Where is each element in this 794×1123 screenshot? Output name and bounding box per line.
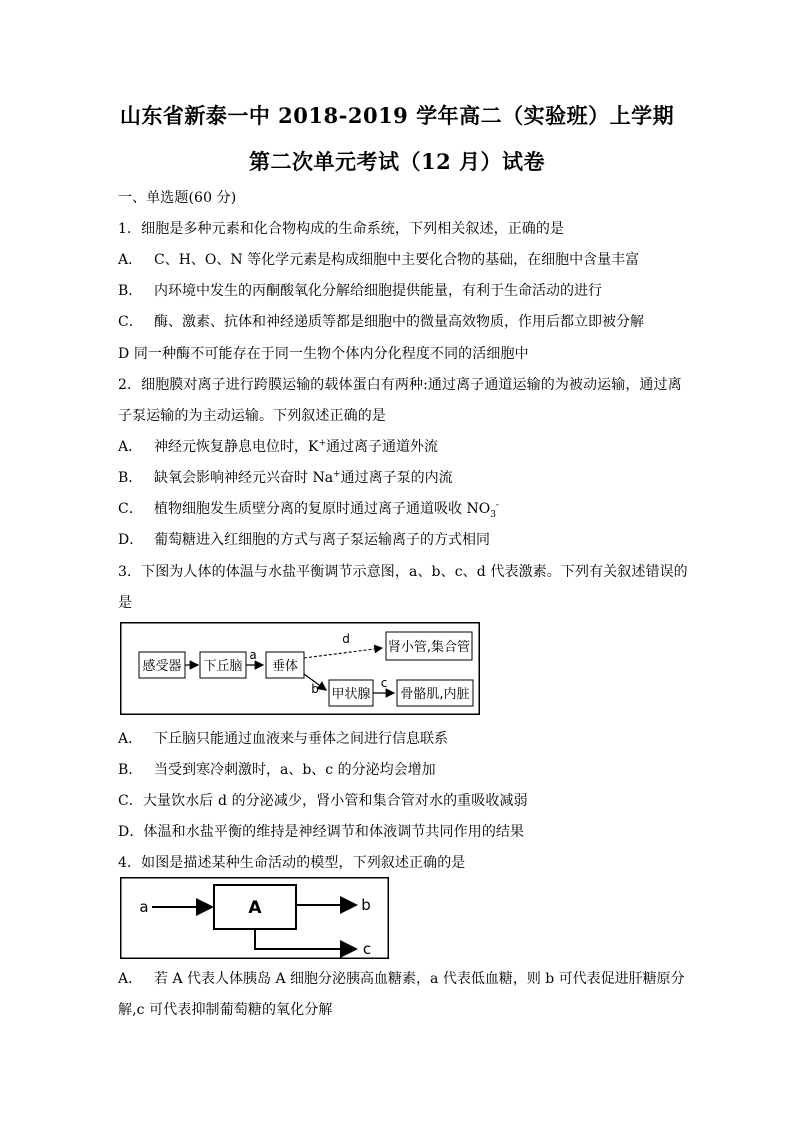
q1-option-c-text: 酶、激素、抗体和神经递质等都是细胞中的微量高效物质，作用后都立即被分解 bbox=[154, 314, 644, 330]
hypothalamus-box bbox=[200, 652, 246, 678]
pituitary-label: 垂体 bbox=[271, 659, 299, 674]
q4-box-a-label: A bbox=[248, 898, 262, 918]
q2-option-c bbox=[118, 498, 499, 520]
q1-option-b bbox=[118, 280, 602, 300]
targets-box bbox=[397, 680, 473, 706]
q1-option-b-label: B． bbox=[118, 283, 143, 299]
q2-option-b-pre: 缺氧会影响神经元兴奋时 Na bbox=[154, 470, 334, 486]
thyroid-label: 甲状腺 bbox=[331, 687, 371, 702]
q2-option-b-label: B． bbox=[118, 470, 143, 486]
q4-stem: 4．如图是描述某种生命活动的模型，下列叙述正确的是 bbox=[118, 855, 466, 871]
q2-stem-line-2: 子泵运输的为主动运输。下列叙述正确的是 bbox=[118, 408, 386, 424]
q4-output-c-label: c bbox=[362, 940, 372, 958]
q3-option-b-label: B． bbox=[118, 762, 143, 778]
pituitary-box bbox=[266, 652, 304, 678]
q1-option-c-label: C． bbox=[118, 314, 143, 330]
receptor-box bbox=[139, 652, 185, 678]
q2-option-d-label: D． bbox=[118, 532, 144, 548]
q3-stem-line-2: 是 bbox=[118, 595, 133, 611]
q4-option-a-label: A． bbox=[118, 971, 143, 987]
q3-option-a bbox=[118, 728, 448, 748]
section-heading: 一、单选题(60 分) bbox=[118, 190, 237, 206]
q2-option-a-pre: 神经元恢复静息电位时，K bbox=[154, 439, 319, 455]
hormone-a-label: a bbox=[249, 648, 257, 662]
q2-option-c-pre: 植物细胞发生质壁分离的复原时通过离子通道吸收 NO bbox=[154, 501, 491, 517]
q4-option-a-text-line-2: 解,c 可代表抑制葡萄糖的氧化分解 bbox=[118, 1002, 333, 1018]
q2-option-d-text: 葡萄糖进入红细胞的方式与离子泵运输离子的方式相同 bbox=[154, 532, 490, 548]
q2-option-a-sup: + bbox=[318, 438, 327, 449]
q3-regulation-diagram bbox=[120, 622, 480, 715]
q1-option-d: D 同一种酶不可能存在于同一生物个体内分化程度不同的活细胞中 bbox=[118, 346, 529, 362]
q1-option-a-label: A． bbox=[118, 252, 143, 268]
q2-option-c-sub: 3 bbox=[490, 509, 496, 520]
arrow-pituitary-to-kidney bbox=[304, 648, 382, 658]
hormone-b-label: b bbox=[311, 682, 319, 696]
q2-option-a-post: 通过离子通道外流 bbox=[326, 439, 439, 455]
q2-stem-line-1: 2．细胞膜对离子进行跨膜运输的载体蛋白有两种:通过离子通道运输的为被动运输，通过离 bbox=[118, 377, 682, 393]
q3-option-b bbox=[118, 759, 436, 779]
q1-option-a bbox=[118, 249, 639, 269]
q2-option-b bbox=[118, 467, 453, 487]
q2-option-a-label: A． bbox=[118, 439, 143, 455]
q4-model-diagram bbox=[120, 877, 390, 959]
q3-option-d: D．体温和水盐平衡的维持是神经调节和体液调节共同作用的结果 bbox=[118, 824, 525, 840]
q4-output-b-label: b bbox=[361, 896, 371, 914]
hormone-c-label: c bbox=[380, 676, 388, 690]
q4-output-c-arrow bbox=[255, 929, 356, 949]
thyroid-box bbox=[329, 680, 373, 706]
hormone-d-label: d bbox=[342, 632, 350, 646]
q3-option-c: C．大量饮水后 d 的分泌减少，肾小管和集合管对水的重吸收减弱 bbox=[118, 793, 528, 809]
q2-option-c-label: C． bbox=[118, 501, 143, 517]
q3-option-a-text: 下丘脑只能通过血液来与垂体之间进行信息联系 bbox=[154, 731, 448, 747]
kidney-label: 肾小管,集合管 bbox=[387, 640, 471, 655]
page-title-line-2: 第二次单元考试（12 月）试卷 bbox=[248, 149, 546, 174]
q3-option-a-label: A． bbox=[118, 731, 143, 747]
q1-option-b-text: 内环境中发生的丙酮酸氧化分解给细胞提供能量，有利于生命活动的进行 bbox=[154, 283, 602, 299]
q2-option-c-sup: - bbox=[495, 500, 499, 511]
q1-option-c bbox=[118, 311, 644, 331]
kidney-box bbox=[386, 632, 472, 660]
q4-option-a-text-line-1: 若 A 代表人体胰岛 A 细胞分泌胰高血糖素，a 代表低血糖，则 b 可代表促进肝糖原分 bbox=[154, 971, 685, 987]
q1-option-a-text: C、H、O、N 等化学元素是构成细胞中主要化合物的基础，在细胞中含量丰富 bbox=[154, 252, 640, 268]
q1-stem: 1．细胞是多种元素和化合物构成的生命系统，下列相关叙述，正确的是 bbox=[118, 221, 565, 237]
q2-option-d bbox=[118, 529, 490, 549]
page-title-line-1: 山东省新泰一中 2018-2019 学年高二（实验班）上学期 bbox=[119, 103, 675, 128]
q4-option-a bbox=[118, 968, 685, 988]
hypothalamus-label: 下丘脑 bbox=[203, 659, 243, 674]
q2-option-b-post: 通过离子泵的内流 bbox=[340, 470, 453, 486]
q2-option-b-sup: + bbox=[333, 469, 341, 480]
q3-stem-line-1: 3．下图为人体的体温与水盐平衡调节示意图，a、b、c、d 代表激素。下列有关叙述错误的 bbox=[118, 564, 688, 580]
targets-label: 骨骼肌,内脏 bbox=[400, 687, 470, 702]
q4-input-label: a bbox=[139, 898, 149, 916]
receptor-label: 感受器 bbox=[142, 659, 182, 674]
q2-option-a bbox=[118, 436, 438, 456]
q3-option-b-text: 当受到寒冷刺激时，a、b、c 的分泌均会增加 bbox=[154, 762, 436, 778]
